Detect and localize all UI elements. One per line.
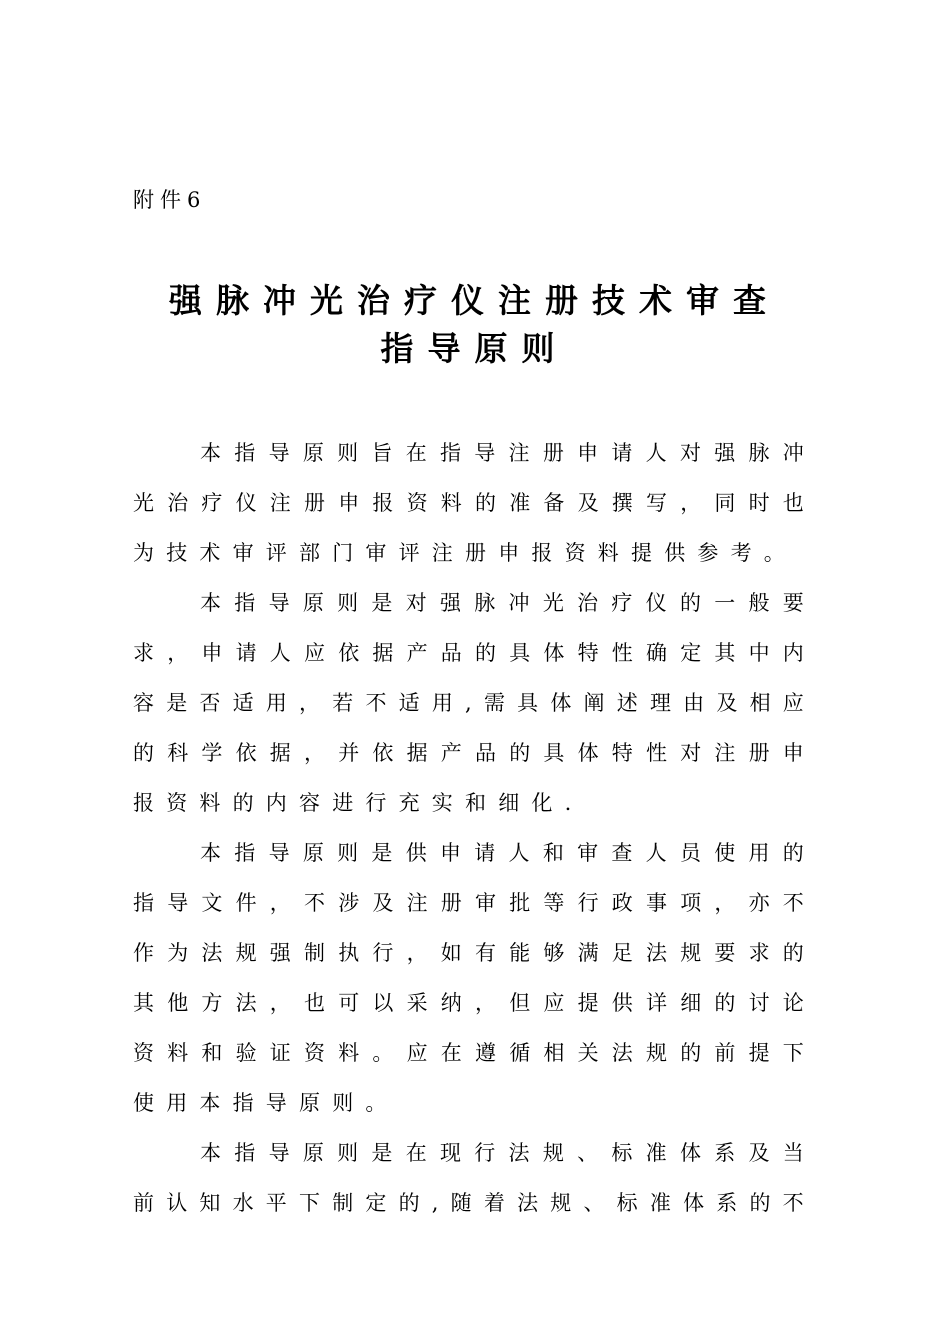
document-title-line-2: 指导原则 [380,329,569,368]
body-paragraph: 本指导原则旨在指导注册申请人对强脉冲光治疗仪注册申报资料的准备及撰写，同时也为技术审评部门审评注册申报资料提供参考。 [133,441,816,565]
attachment-label: 附件6 [133,188,207,212]
body-paragraph: 本指导原则是在现行法规、标准体系及当前认知水平下制定的,随着法规、标准体系的不 [133,1141,816,1215]
document-title-line-1: 强脉冲光治疗仪注册技术审查 [169,281,780,320]
document-body [133,428,816,1228]
body-paragraph: 本指导原则是供申请人和审查人员使用的指导文件，不涉及注册审批等行政事项，亦不作为法规强制执行，如有能够满足法规要求的其他方法，也可以采纳，但应提供详细的讨论资料和验证资料。应在遵循相关法规的前提下使用本指导原则。 [133,841,816,1115]
body-paragraph: 本指导原则是对强脉冲光治疗仪的一般要求，申请人应依据产品的具体特性确定其中内容是否适用，若不适用,需具体阐述理由及相应的科学依据，并依据产品的具体特性对注册申报资料的内容进行充实和细化. [133,591,816,815]
